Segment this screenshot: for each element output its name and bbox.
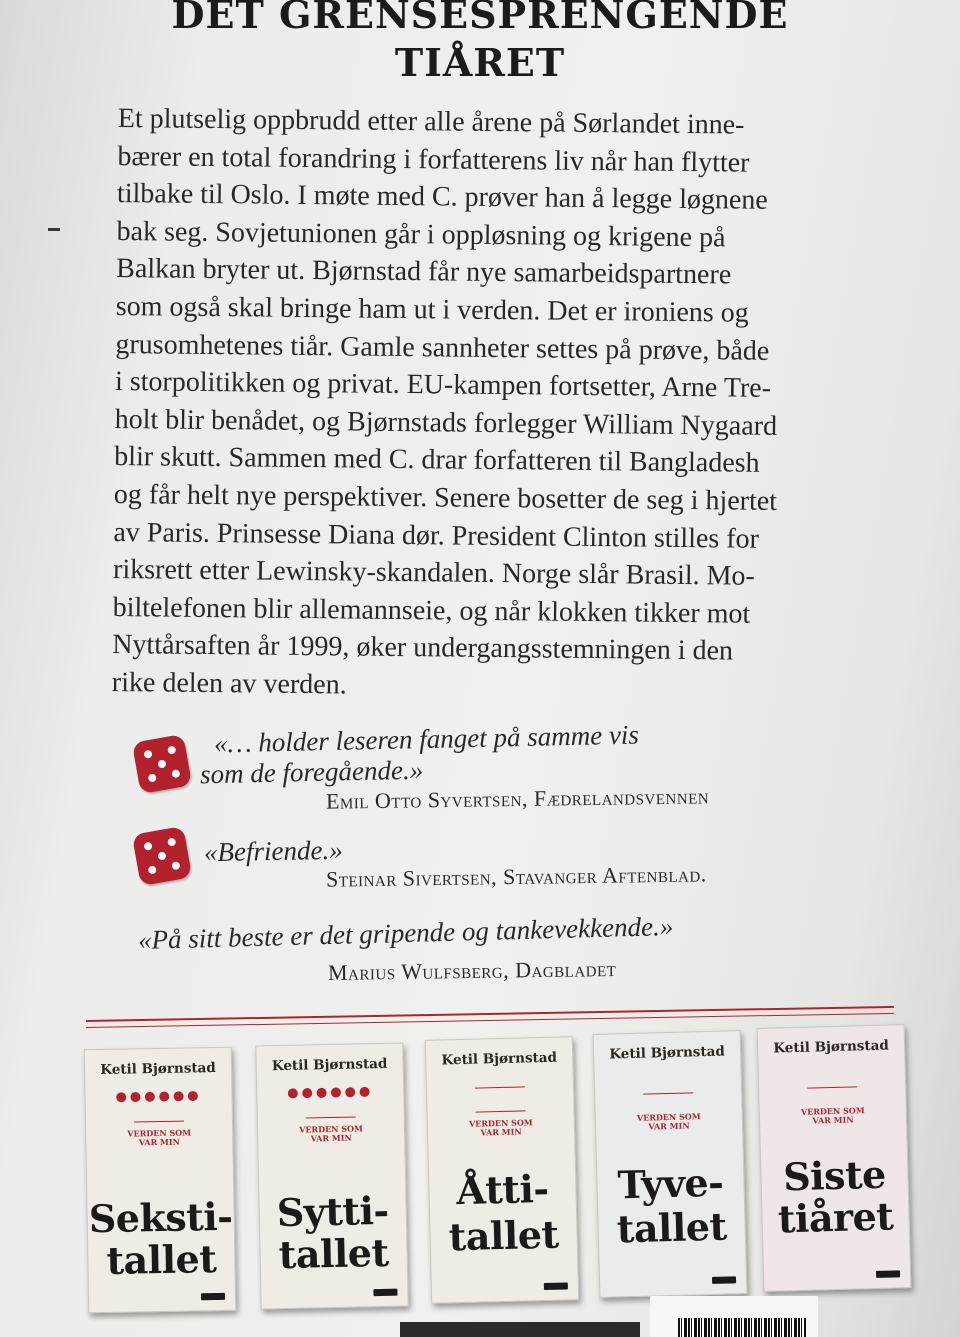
blurb-line: holt blir benådet, og Bjørnstads forlegger William Nygaard [114, 403, 778, 442]
book-author: Ketil Bjørnstad [773, 1037, 890, 1057]
book-title-line-2: tallet [106, 1236, 217, 1283]
book-author: Ketil Bjørnstad [441, 1049, 558, 1069]
series-line: VAR MIN [480, 1126, 522, 1138]
publisher-logo [201, 1293, 225, 1300]
publisher-logo [544, 1282, 568, 1290]
series-line: VAR MIN [310, 1132, 352, 1144]
blurb-text [112, 100, 838, 709]
book-title-line-1: Åtti- [455, 1165, 550, 1214]
review-quote-1: «… holder leseren fanget på samme vis [213, 719, 640, 759]
dice-row-icon: ●●●●●● [287, 1084, 374, 1101]
blurb-line: og får helt nye perspektiver. Senere bosetter de seg i hjertet [113, 478, 778, 517]
book-title-line-2: tiåret [777, 1193, 894, 1242]
book-series-title [86, 1128, 232, 1149]
barcode-stripes [678, 1318, 806, 1337]
blurb-line: biltelefonen blir allemannseie, og når klokken tikker mot [112, 591, 751, 630]
cover-title-line-2: TIÅRET [394, 40, 566, 85]
book-title-line-1: Tyve- [617, 1159, 724, 1208]
barcode [650, 1296, 818, 1337]
series-line: VERDEN SOM [127, 1127, 192, 1139]
book-title-line-1: Sytti- [276, 1187, 390, 1236]
blurb-line: Nyttårsaften år 1999, øker undergangsstemningen i den [112, 629, 734, 667]
review-quote-2: «Befriende.» [203, 834, 343, 868]
review-source-1: Emil Otto Syvertsen, Fædrelandsvennen [325, 783, 710, 814]
blurb-line: som også skal bringe ham ut i verden. Det er ironiens og [115, 290, 749, 329]
book-author: Ketil Bjørnstad [609, 1043, 726, 1063]
book-series-title [760, 1105, 906, 1127]
blurb-line: Balkan bryter ut. Bjørnstad får nye samarbeidspartnere [116, 253, 732, 291]
series-line: VAR MIN [812, 1114, 854, 1126]
series-line: VERDEN SOM [299, 1123, 363, 1135]
book-series-title [258, 1123, 404, 1144]
blurb-line: av Paris. Prinsesse Diana dør. President Clinton stilles for [113, 516, 760, 555]
review-source-2: Steinar Sivertsen, Stavanger Aftenblad. [325, 861, 707, 892]
series-line: VAR MIN [138, 1136, 180, 1148]
review-quote-3: «På sitt beste er det gripende og tankevekkende.» [137, 910, 674, 956]
book-series-title [596, 1111, 742, 1133]
book-series-title [428, 1117, 574, 1139]
dice-row-icon: ●●●●●● [115, 1088, 202, 1105]
book-title-line-2: tallet [278, 1229, 389, 1278]
review-source-3: Marius Wulfsberg, Dagbladet [327, 955, 617, 986]
publisher-logo [712, 1276, 736, 1284]
divider-rule [86, 1013, 894, 1028]
series-book-seksti [84, 1047, 237, 1314]
blurb-line: riksrett etter Lewinsky-skandalen. Norge slår Brasil. Mo- [112, 554, 755, 592]
series-line: VERDEN SOM [800, 1105, 865, 1117]
dice-five-icon [132, 734, 192, 794]
blurb-line: rike delen av verden. [111, 666, 347, 701]
book-rule [643, 1092, 693, 1094]
cover-title-line-1: DET GRENSESPRENGENDE [171, 0, 789, 37]
publisher-logo [876, 1270, 900, 1278]
book-author: Ketil Bjørnstad [100, 1060, 216, 1079]
blurb-line: blir skutt. Sammen med C. drar forfatteren til Bangladesh [114, 441, 760, 480]
blurb-line: Et plutselig oppbrudd etter alle årene på Sørlandet inne- [117, 102, 745, 141]
review-quote-1-cont: som de foregående.» [199, 754, 424, 790]
blurb-line: i storpolitikken og privat. EU-kampen fortsetter, Arne Tre- [114, 366, 772, 405]
series-book-siste [757, 1024, 912, 1292]
book-rule [475, 1086, 525, 1088]
book-rule [807, 1086, 857, 1088]
book-title-line-1: Siste [782, 1151, 887, 1200]
cover-edge [400, 1322, 640, 1337]
dice-five-icon [132, 826, 192, 886]
series-line: VAR MIN [648, 1120, 690, 1132]
blurb-line: bak seg. Sovjetunionen går i oppløsning og krigene på [116, 215, 726, 254]
book-title-line-2: tallet [448, 1211, 560, 1260]
series-line: VERDEN SOM [468, 1117, 533, 1129]
blurb-line: bærer en total forandring i forfatterens liv når han flytter [117, 140, 750, 179]
blurb-line: tilbake til Oslo. I møte med C. prøver han å legge løgnene [116, 178, 768, 216]
book-rule [134, 1121, 184, 1123]
blurb-line: grusomhetenes tiår. Gamle sannheter settes på prøve, både [115, 328, 770, 367]
margin-mark [48, 228, 60, 231]
book-rule [306, 1116, 356, 1118]
series-book-sytti [255, 1042, 408, 1309]
book-title-line-1: Seksti- [88, 1193, 233, 1242]
series-book-tyve [593, 1030, 748, 1298]
series-book-atti [425, 1036, 579, 1304]
publisher-logo [373, 1289, 397, 1297]
book-title-line-2: tallet [616, 1203, 728, 1252]
book-rule [476, 1110, 526, 1112]
series-line: VERDEN SOM [636, 1111, 701, 1123]
book-author: Ketil Bjørnstad [271, 1055, 388, 1075]
